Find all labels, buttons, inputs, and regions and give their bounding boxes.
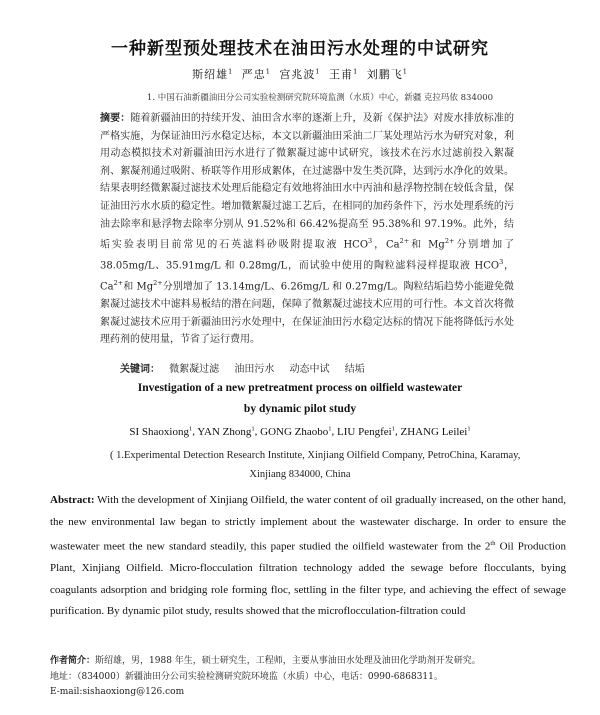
author-footnote xyxy=(50,654,560,701)
en-author-3: GONG Zhaobo$^1$ xyxy=(260,425,332,438)
en-author-1: SI Shaoxiong$^1$ xyxy=(129,425,193,438)
english-abstract-label: Abstract: xyxy=(50,494,95,506)
chinese-title: 一种新型预处理技术在油田污水处理的中试研究 xyxy=(111,39,489,59)
footnote-email: E-mail:sishaoxiong@126.com xyxy=(50,687,185,697)
english-title-line-2: by dynamic pilot study xyxy=(243,403,357,415)
english-authors: SI Shaoxiong$^1$, YAN Zhong$^1$, GONG Zhaobo$^1$, LIU Pengfei$^1$, ZHANG Leilei$^1$ xyxy=(129,425,471,438)
cn-author-4: 王甫$^1$ xyxy=(329,67,359,81)
en-author-4: LIU Pengfei$^1$ xyxy=(337,425,395,438)
cn-author-2: 严忠$^1$ xyxy=(241,67,271,81)
footnote-label: 作者简介： xyxy=(50,656,96,666)
english-affiliation-line-2: Xinjiang 834000, China xyxy=(249,469,351,480)
english-affiliation-line-1: ( 1.Experimental Detection Research Institute, Xinjiang Oilfield Company, PetroChina, Karamay, xyxy=(110,450,521,461)
keyword-2: 油田污水 xyxy=(234,364,275,375)
chinese-authors xyxy=(0,66,600,82)
keywords-label: 关键词： xyxy=(120,364,160,375)
chinese-affiliation: 1. 中国石油新疆油田分公司实验检测研究院环境监测（水质）中心，新疆 克拉玛依 834000 xyxy=(146,93,494,103)
keyword-4: 结垢 xyxy=(344,364,365,375)
chinese-abstract: 摘要：随着新疆油田的持续开发、油田含水率的逐渐上升，及新《保护法》对废水排放标准的严格实施，为保证油田污水稳定达标，本文以新疆油田采油二厂某处理站污水为研究对象，利用动态模拟技术对新疆油田污水进行了微絮凝过滤中试研究，该技术在污水过滤前投入絮凝剂、絮凝剂通过吸附、桥联等作用形成絮体，在过滤器中发生类沉降，达到污水净化的效果。结果表明经微絮凝过滤技术处理后能稳定有效地将油田水中丙油和悬浮物控制在较低含量，保证油田污水水质的稳定性。增加微絮凝过滤工艺后，在相同的加药条件下，污水处理系统的污油去除率和悬浮物去除率分别从 91.52%和 66.42%提高至 95.38%和 97.19%。此外，结垢实验表明目前常见的石英滤料砂吸附提取液 HCO$^3$，$Ca^{2+}$和 $Mg^{2+}$分别增加了 38.05mg/L、35.91mg/L 和 0.28mg/L，而试验中使用的陶粒滤料浸样提取液 HCO$^3$，$Ca^{2+}$和 $Mg^{2+}$分别增加了 13.14mg/L、6.26mg/L 和 0.27mg/L。陶粒结垢趋势小能避免微絮凝过滤技术中滤料易板结的潜在问题，保障了微絮凝过滤技术应用的可行性。本文首次将微絮凝过滤技术应用于新疆油田污水处理中，在保证油田污水稳定达标的情况下能将降低污水处理药剂的使用量，节省了运行费用。 xyxy=(100,113,515,346)
english-abstract: Abstract: With the development of Xinjiang Oilfield, the water content of oil gradually increased, on the other hand, the new environmental law began to strictly implement about the wastewater discharge. In order to ensure the wastewater meet the new standard steadily, this paper studied the oilfield wastewater from the 2th Oil Production Plant, Xinjiang Oilfield. Micro-flocculation filtration technology added the sewage before flocculants, bying coagulants adsorption and bridging role forming floc, settling in the filter type, and achieving the effect of sewage purification. By dynamic pilot study, results showed that the microflocculation-filtration could xyxy=(50,494,566,618)
english-title-line-1: Investigation of a new pretreatment process on oilfield wastewater xyxy=(137,382,463,394)
en-author-2: YAN Zhong$^1$ xyxy=(197,425,255,438)
keyword-1: 微絮凝过滤 xyxy=(169,364,220,375)
footnote-address: 地址：（834000）新疆油田分公司实验检测研究院环境监（水质）中心，电话：0990-6868311。 xyxy=(50,671,443,682)
chinese-keywords xyxy=(120,360,520,375)
cn-author-5: 刘鹏飞$^1$ xyxy=(366,67,408,81)
cn-author-1: 斯绍雄$^1$ xyxy=(192,67,234,81)
en-author-5: ZHANG Leilei$^1$ xyxy=(400,425,471,438)
footnote-bio-line: 作者简介：斯绍雄，男，1988 年生，硕士研究生，工程师，主要从事油田水处理及油田化学助剂开发研究。 xyxy=(50,656,481,666)
keyword-3: 动态中试 xyxy=(289,364,330,375)
cn-author-3: 宫兆波$^1$ xyxy=(279,67,321,81)
chinese-abstract-label: 摘要： xyxy=(100,113,131,124)
